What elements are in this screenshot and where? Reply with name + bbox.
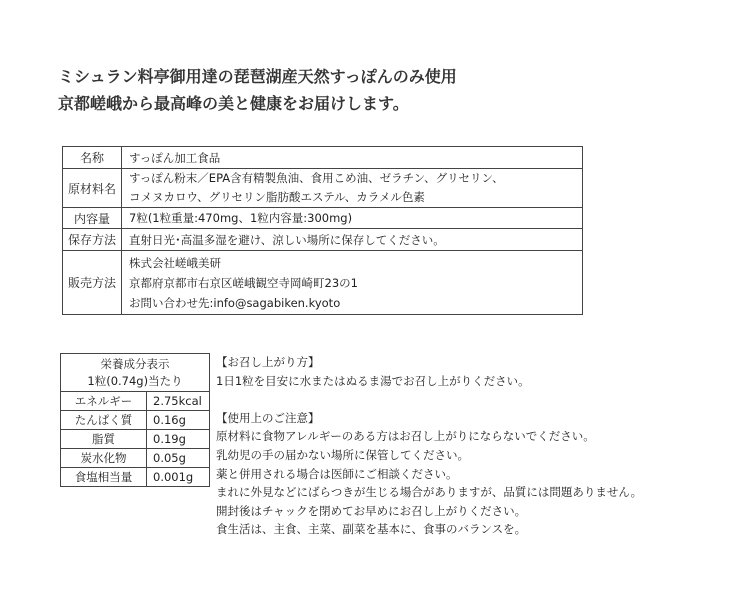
nutrient-label: エネルギー	[61, 392, 147, 411]
name-label: 名称	[63, 147, 122, 169]
ingredients-line-1: すっぽん粉末／EPA含有精製魚油、食用こめ油、ゼラチン、グリセリン、	[129, 171, 504, 185]
caution-line: 薬と併用される場合は医師にご相談ください。	[216, 466, 458, 481]
usage-notes	[216, 353, 736, 539]
nutrient-value: 0.16g	[147, 411, 210, 430]
table-row	[61, 430, 210, 449]
table-row	[61, 392, 210, 411]
table-row	[61, 468, 210, 487]
caution-line: 原材料に食物アレルギーのある方はお召し上がりにならないでください。	[216, 429, 595, 444]
caution-line: 食生活は、主食、主菜、副菜を基本に、食事のバランスを。	[216, 522, 527, 537]
nutrient-value: 0.19g	[147, 430, 210, 449]
table-row	[63, 229, 583, 251]
headline-line-2: 京都嵯峨から最高峰の美と健康をお届けします。	[58, 94, 409, 113]
nutrition-facts-table	[60, 353, 210, 487]
content-label: 内容量	[63, 208, 122, 229]
caution-line: まれに外見などにばらつきが生じる場合がありますが、品質には問題ありません。	[216, 485, 643, 500]
nutrient-value: 2.75kcal	[147, 392, 210, 411]
usage-heading: 【お召し上がり方】	[216, 355, 320, 369]
ingredients-label: 原材料名	[63, 169, 122, 208]
nutrient-value: 0.05g	[147, 449, 210, 468]
seller-label: 販売方法	[63, 251, 122, 315]
seller-address: 京都府京都市右京区嵯峨観空寺岡崎町23の1	[129, 275, 358, 290]
ingredients-value	[122, 169, 583, 208]
table-row	[63, 169, 583, 208]
headline	[58, 63, 738, 117]
nutrition-title: 栄養成分表示	[100, 356, 170, 371]
name-value: すっぽん加工食品	[122, 147, 583, 169]
table-row	[63, 208, 583, 229]
table-row	[61, 354, 210, 392]
table-row	[61, 449, 210, 468]
storage-value: 直射日光･高温多湿を避け、涼しい場所に保存してください。	[122, 229, 583, 251]
seller-company: 株式会社嵯峨美研	[129, 255, 221, 270]
caution-line: 開封後はチャックを閉めてお早めにお召し上がりください。	[216, 503, 527, 518]
nutrient-label: 炭水化物	[61, 449, 147, 468]
content-value: 7粒(1粒重量:470mg、1粒内容量:300mg)	[122, 208, 583, 229]
headline-line-1: ミシュラン料亭御用達の琵琶湖産天然すっぽんのみ使用	[58, 67, 457, 86]
nutrient-label: 食塩相当量	[61, 468, 147, 487]
caution-heading: 【使用上のご注意】	[216, 410, 320, 425]
product-info-table	[62, 146, 583, 315]
nutrient-label: 脂質	[61, 430, 147, 449]
seller-value	[122, 251, 583, 315]
nutrition-header	[61, 354, 210, 392]
nutrient-label: たんぱく質	[61, 411, 147, 430]
spacer	[216, 390, 736, 409]
usage-text: 1日1粒を目安に水またはぬるま湯でお召し上がりください。	[216, 373, 530, 388]
seller-contact: お問い合わせ先:info@sagabiken.kyoto	[129, 295, 341, 310]
table-row	[63, 251, 583, 315]
nutrient-value: 0.001g	[147, 468, 210, 487]
storage-label: 保存方法	[63, 229, 122, 251]
caution-line: 乳幼児の手の届かない場所に保管してください。	[216, 447, 469, 462]
ingredients-line-2: コメヌカロウ、グリセリン脂肪酸エステル、カラメル色素	[129, 190, 425, 204]
table-row	[61, 411, 210, 430]
table-row	[63, 147, 583, 169]
nutrition-serving: 1粒(0.74g)当たり	[87, 373, 183, 388]
